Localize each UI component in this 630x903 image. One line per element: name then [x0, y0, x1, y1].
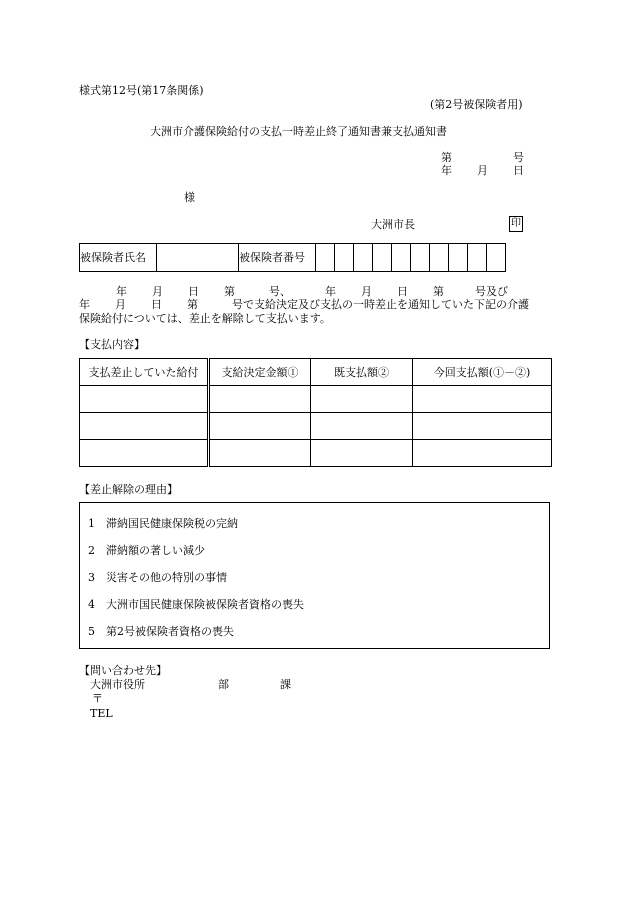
body-l1-dai2: 第 — [433, 285, 444, 298]
insured-name-field[interactable] — [157, 244, 239, 272]
body-l1-hi2: 日 — [397, 285, 408, 298]
payment-heading: 【支払内容】 — [79, 338, 145, 351]
seal-stamp: 印 — [509, 216, 523, 232]
payment-cell[interactable] — [413, 386, 552, 413]
date-day: 日 — [513, 164, 524, 177]
body-l2-text: 号で支給決定及び支払の一時差止を通知していた下記の介護 — [232, 298, 529, 311]
body-l2-dai: 第 — [187, 298, 198, 311]
contact-section: 課 — [280, 678, 291, 691]
form-number: 様式第12号(第17条関係) — [79, 84, 204, 97]
insured-name-label: 被保険者氏名 — [80, 244, 157, 272]
mayor-title: 大洲市長 — [371, 218, 415, 231]
body-l1-go-oyobi: 号及び — [475, 285, 508, 298]
payment-cell[interactable] — [209, 386, 311, 413]
insured-number-digit[interactable] — [373, 244, 392, 272]
body-l1-nen2: 年 — [325, 285, 336, 298]
payment-cell[interactable] — [413, 413, 552, 440]
date-year: 年 — [441, 164, 452, 177]
reason-item: 4 大洲市国民健康保険被保険者資格の喪失 — [88, 598, 304, 611]
payment-cell[interactable] — [80, 386, 209, 413]
addressee-sama: 様 — [184, 191, 195, 204]
body-l3-text: 保険給付については、差止を解除して支払います。 — [79, 312, 331, 325]
body-l1-hi1: 日 — [188, 285, 199, 298]
reason-item: 5 第2号被保険者資格の喪失 — [88, 625, 234, 638]
body-l2-tsuki: 月 — [115, 298, 126, 311]
postal-mark: 〒 — [92, 692, 103, 705]
payment-cell[interactable] — [311, 386, 413, 413]
body-l1-tsuki1: 月 — [152, 285, 163, 298]
col-paid-amount: 既支払額② — [311, 359, 413, 386]
contact-department: 部 — [218, 678, 229, 691]
reasons-heading: 【差止解除の理由】 — [79, 483, 178, 496]
col-withheld-benefit: 支払差止していた給付 — [80, 359, 209, 386]
body-l1-nen1: 年 — [116, 285, 127, 298]
reason-item: 2 滞納額の著しい減少 — [88, 544, 205, 557]
document-title: 大洲市介護保険給付の支払一時差止終了通知書兼支払通知書 — [150, 125, 447, 138]
insured-number-digit[interactable] — [468, 244, 487, 272]
body-l1-tsuki2: 月 — [361, 285, 372, 298]
payment-cell[interactable] — [413, 440, 552, 467]
col-current-payment: 今回支払額(①－②) — [413, 359, 552, 386]
table-row — [80, 413, 552, 440]
contact-heading: 【問い合わせ先】 — [79, 664, 167, 677]
payment-table — [79, 358, 552, 467]
doc-no-go: 号 — [513, 151, 524, 164]
reason-item: 3 災害その他の特別の事情 — [88, 571, 227, 584]
payment-cell[interactable] — [80, 440, 209, 467]
payment-cell[interactable] — [311, 440, 413, 467]
insured-number-digit[interactable] — [411, 244, 430, 272]
doc-no-dai: 第 — [441, 151, 452, 164]
payment-cell[interactable] — [209, 440, 311, 467]
contact-tel: TEL — [90, 707, 113, 720]
table-row — [80, 386, 552, 413]
insured-number-digit[interactable] — [316, 244, 335, 272]
reason-item: 1 滞納国民健康保険税の完納 — [88, 517, 238, 530]
body-l2-nen: 年 — [79, 298, 90, 311]
payment-cell[interactable] — [80, 413, 209, 440]
table-row — [80, 440, 552, 467]
date-month: 月 — [477, 164, 488, 177]
body-l2-hi: 日 — [151, 298, 162, 311]
reasons-box — [79, 502, 550, 649]
insured-info-table — [79, 243, 506, 272]
insured-number-digit[interactable] — [335, 244, 354, 272]
payment-cell[interactable] — [311, 413, 413, 440]
insured-number-digit[interactable] — [392, 244, 411, 272]
payment-cell[interactable] — [209, 413, 311, 440]
insured-number-digit[interactable] — [430, 244, 449, 272]
insured-number-label: 被保険者番号 — [239, 244, 316, 272]
insured-number-digit[interactable] — [487, 244, 506, 272]
payment-header-row — [80, 359, 552, 386]
insured-number-digit[interactable] — [449, 244, 468, 272]
body-l1-go1: 号、 — [269, 285, 291, 298]
insured-number-digit[interactable] — [354, 244, 373, 272]
body-l1-dai1: 第 — [224, 285, 235, 298]
usage-note: (第2号被保険者用) — [430, 98, 523, 111]
col-decided-amount: 支給決定金額① — [209, 359, 311, 386]
contact-office: 大洲市役所 — [90, 678, 145, 691]
